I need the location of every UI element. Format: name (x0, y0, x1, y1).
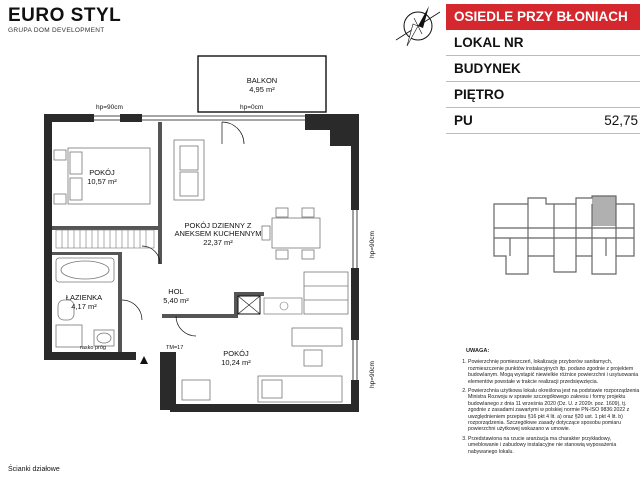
note-item: 3. Przedstawiona na rzucie aranżacja ma charakter przykładowy, umeblowanie i zabudowy instalacyjne nie stanowią wyposażenia nabywanego lokalu. (468, 436, 640, 455)
window-height-2: hp=90cm (369, 231, 376, 258)
pokoj2-area: 10,24 m² (221, 358, 251, 367)
note-item: 1. Powierzchnię pomieszczeń, lokalizację przyborów sanitarnych, rozmieszczenie punktów instalacyjnych itp. podano zgodnie z projektem budowlanym. Mogą wystąpić niewielkie różnice powierzchni i usytuowania elementów powstałe w trakcie realizacji przedsięwzięcia. (468, 359, 640, 385)
hol-name: HOL (168, 287, 184, 296)
entrance-arrow-icon (140, 356, 148, 364)
info-value: 52,75 (604, 113, 638, 128)
dzienny-area: 22,37 m² (203, 238, 233, 247)
kitchen-shaft (238, 296, 302, 314)
balkon-name: BALKON (246, 76, 278, 85)
brand-name: EURO STYL (8, 5, 122, 26)
notes-section (456, 348, 640, 458)
threshold-note-1: rasko próg (80, 345, 106, 351)
notes-title: UWAGA: (466, 348, 490, 354)
exterior-walls (44, 114, 359, 412)
balkon-area: 4,95 m² (249, 85, 275, 94)
hol-area: 5,40 m² (163, 296, 189, 305)
note-item: 2. Powierzchnia użytkowa lokalu określona jest na podstawie rozporządzenia Ministra Rozwoju w sprawie szczegółowego zakresu i formy projektu budowlanego z dnia 11 września 2020 (Dz. U. z 2020r. poz. 1609), tj. zgodnie z zasadami zawartymi w polskiej normie PN-ISO 9836:2022 z uwzględnieniem przepisu §16 pkt 4 lit. a) oraz §20 ust. 1 pkt 4 lit. b) rozporządzenia. Szczegółowe zasady dotyczące sposobu pomiaru powierzchni użytkowej wskazano w umowie. (468, 388, 640, 433)
dzienny-name-1: POKÓJ DZIENNY Z (184, 221, 252, 230)
legend-partition-walls: Ścianki działowe (8, 466, 60, 473)
window-height-1: hp=90cm (96, 104, 123, 111)
highlighted-unit (592, 196, 616, 226)
pokoj2-name: POKÓJ (223, 349, 249, 358)
info-label: PU (454, 113, 473, 128)
wardrobe (56, 230, 154, 248)
info-label: LOKAL NR (454, 35, 524, 50)
notes-list (456, 359, 640, 455)
tm-note: TM=17 (166, 345, 184, 351)
building-site-plan (484, 194, 640, 282)
lazienka-name: ŁAZIENKA (65, 293, 103, 302)
lazienka-area: 4,17 m² (71, 302, 97, 311)
info-label: PIĘTRO (454, 87, 505, 102)
info-label: BUDYNEK (454, 61, 521, 76)
dzienny-name-2: ANEKSEM KUCHENNYM (174, 229, 262, 238)
bedroom-2-furniture (182, 328, 342, 402)
estate-name-header: OSIEDLE PRZY BŁONIACH (446, 4, 640, 30)
pokoj1-area: 10,57 m² (87, 177, 117, 186)
window-height-3: hp=90cm (369, 361, 376, 388)
brand-subtitle: GRUPA DOM DEVELOPMENT (8, 27, 105, 34)
pokoj1-name: POKÓJ (89, 168, 115, 177)
balcony-door-height: hp=0cm (240, 104, 264, 111)
